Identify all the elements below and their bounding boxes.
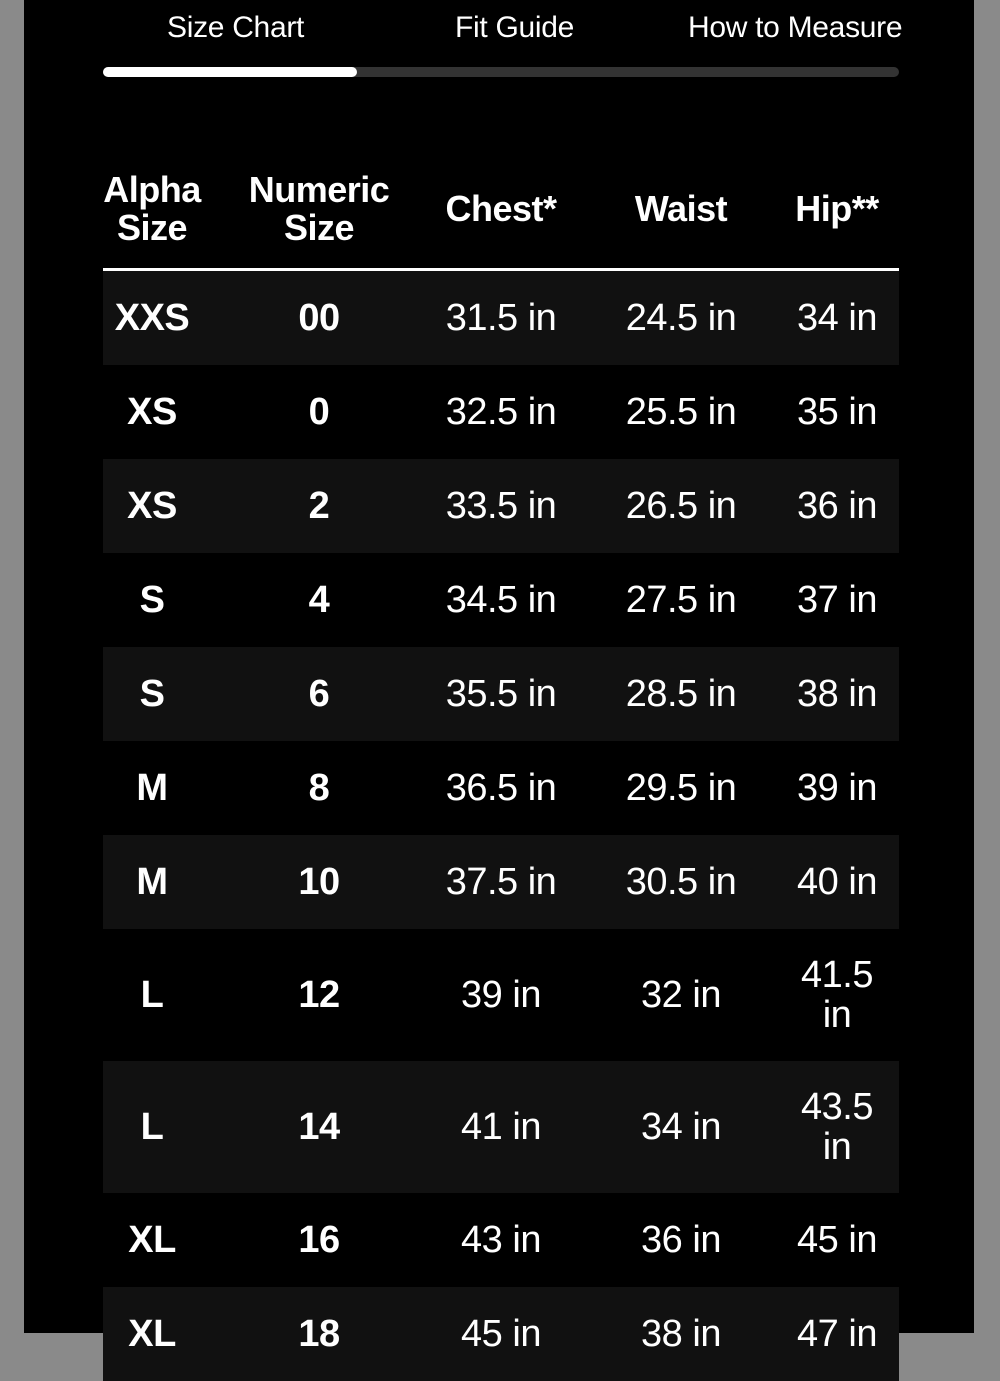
cell-alpha-size-text: S	[139, 579, 165, 621]
cell-waist	[597, 459, 765, 553]
cell-numeric-size-text: 2	[308, 485, 330, 527]
table-row	[103, 365, 899, 459]
table-row	[103, 271, 899, 365]
tab-bar	[103, 0, 903, 68]
cell-numeric-size	[235, 459, 403, 553]
cell-hip-text: 35 in	[797, 391, 877, 433]
cell-hip	[775, 271, 899, 365]
cell-alpha-size-text: M	[136, 861, 168, 903]
table-row	[103, 741, 899, 835]
cell-numeric-size	[235, 1287, 403, 1381]
cell-hip-text: 36 in	[797, 485, 877, 527]
cell-chest	[413, 553, 589, 647]
cell-waist	[597, 1193, 765, 1287]
size-chart-content	[103, 0, 903, 1355]
cell-alpha-size	[103, 271, 201, 365]
cell-waist-text: 38 in	[641, 1313, 721, 1355]
cell-numeric-size	[235, 271, 403, 365]
cell-chest	[413, 929, 589, 1061]
cell-hip	[775, 459, 899, 553]
header-alpha-size-line1: Alpha	[103, 169, 201, 210]
cell-chest-text: 32.5 in	[445, 391, 557, 433]
cell-hip	[775, 647, 899, 741]
cell-waist-text: 30.5 in	[625, 861, 737, 903]
cell-alpha-size-text: XS	[127, 391, 177, 433]
header-chest: Chest*	[445, 188, 557, 229]
size-table	[103, 150, 899, 1381]
cell-hip-text: 43.5 in	[801, 1086, 873, 1168]
cell-alpha-size	[103, 647, 201, 741]
table-header	[103, 150, 899, 271]
cell-alpha-size	[103, 365, 201, 459]
cell-chest-text: 39 in	[461, 974, 541, 1016]
cell-alpha-size	[103, 929, 201, 1061]
cell-numeric-size	[235, 365, 403, 459]
cell-waist-text: 27.5 in	[625, 579, 737, 621]
cell-alpha-size	[103, 835, 201, 929]
table-row	[103, 929, 899, 1061]
cell-numeric-size-text: 12	[298, 974, 340, 1016]
cell-chest	[413, 1061, 589, 1193]
tab-size-chart[interactable]: Size Chart	[167, 11, 305, 44]
header-numeric-size-line2: Size	[283, 207, 355, 248]
cell-waist-text: 34 in	[641, 1106, 721, 1148]
cell-hip-text: 40 in	[797, 861, 877, 903]
cell-numeric-size-text: 16	[298, 1219, 340, 1261]
header-alpha-size-line2: Size	[116, 207, 188, 248]
cell-alpha-size-text: L	[140, 974, 164, 1016]
cell-waist-text: 25.5 in	[625, 391, 737, 433]
table-row	[103, 835, 899, 929]
cell-numeric-size-text: 6	[308, 673, 330, 715]
cell-numeric-size-text: 18	[298, 1313, 340, 1355]
table-row	[103, 1061, 899, 1193]
cell-chest	[413, 647, 589, 741]
cell-waist	[597, 365, 765, 459]
cell-numeric-size-text: 14	[298, 1106, 340, 1148]
header-hip: Hip**	[795, 188, 879, 229]
cell-alpha-size-text: XL	[128, 1219, 176, 1261]
cell-waist	[597, 929, 765, 1061]
cell-alpha-size	[103, 1193, 201, 1287]
cell-chest	[413, 459, 589, 553]
cell-numeric-size	[235, 1193, 403, 1287]
cell-waist	[597, 1287, 765, 1381]
cell-numeric-size-text: 0	[308, 391, 330, 433]
cell-chest	[413, 741, 589, 835]
cell-chest	[413, 835, 589, 929]
cell-alpha-size-text: S	[139, 673, 165, 715]
cell-hip	[775, 929, 899, 1061]
cell-waist-text: 28.5 in	[625, 673, 737, 715]
cell-numeric-size	[235, 1061, 403, 1193]
cell-hip	[775, 1193, 899, 1287]
table-row	[103, 647, 899, 741]
cell-hip-text: 47 in	[797, 1313, 877, 1355]
cell-alpha-size-text: XXS	[114, 297, 190, 339]
header-waist: Waist	[634, 188, 728, 229]
cell-waist-text: 36 in	[641, 1219, 721, 1261]
table-row	[103, 1193, 899, 1287]
cell-numeric-size-text: 4	[308, 579, 330, 621]
cell-alpha-size-text: XL	[128, 1313, 176, 1355]
cell-hip-text: 39 in	[797, 767, 877, 809]
cell-hip	[775, 1061, 899, 1193]
table-row	[103, 459, 899, 553]
tab-fit-guide[interactable]: Fit Guide	[455, 11, 575, 44]
tab-how-to-measure[interactable]: How to Measure	[688, 11, 903, 44]
cell-waist	[597, 553, 765, 647]
cell-hip	[775, 553, 899, 647]
cell-waist	[597, 647, 765, 741]
cell-chest-text: 41 in	[461, 1106, 541, 1148]
cell-chest-text: 45 in	[461, 1313, 541, 1355]
table-body	[103, 271, 899, 1381]
cell-numeric-size-text: 10	[298, 861, 340, 903]
header-numeric-size	[235, 150, 403, 268]
size-chart-panel	[24, 0, 974, 1355]
cell-alpha-size	[103, 1287, 201, 1381]
cell-hip	[775, 365, 899, 459]
cell-waist-text: 29.5 in	[625, 767, 737, 809]
cell-chest	[413, 365, 589, 459]
cell-alpha-size	[103, 1061, 201, 1193]
cell-waist	[597, 741, 765, 835]
table-row	[103, 1287, 899, 1381]
header-numeric-size-line1: Numeric	[248, 169, 390, 210]
cell-chest	[413, 1193, 589, 1287]
cell-numeric-size	[235, 929, 403, 1061]
cell-chest-text: 33.5 in	[445, 485, 557, 527]
cell-waist-text: 24.5 in	[625, 297, 737, 339]
cell-hip-text: 45 in	[797, 1219, 877, 1261]
cell-waist-text: 32 in	[641, 974, 721, 1016]
cell-chest-text: 36.5 in	[445, 767, 557, 809]
cell-numeric-size	[235, 553, 403, 647]
cell-alpha-size	[103, 553, 201, 647]
cell-alpha-size-text: M	[136, 767, 168, 809]
cell-chest-text: 37.5 in	[445, 861, 557, 903]
cell-numeric-size	[235, 741, 403, 835]
cell-alpha-size	[103, 459, 201, 553]
cell-numeric-size-text: 00	[298, 297, 340, 339]
cell-waist	[597, 271, 765, 365]
active-tab-indicator	[103, 67, 357, 77]
cell-chest-text: 43 in	[461, 1219, 541, 1261]
cell-chest-text: 31.5 in	[445, 297, 557, 339]
cell-chest-text: 34.5 in	[445, 579, 557, 621]
cell-numeric-size	[235, 647, 403, 741]
cell-hip	[775, 1287, 899, 1381]
cell-hip	[775, 741, 899, 835]
cell-alpha-size	[103, 741, 201, 835]
cell-waist	[597, 1061, 765, 1193]
cell-chest	[413, 1287, 589, 1381]
cell-numeric-size-text: 8	[308, 767, 330, 809]
cell-alpha-size-text: L	[140, 1106, 164, 1148]
cell-hip-text: 37 in	[797, 579, 877, 621]
cell-waist-text: 26.5 in	[625, 485, 737, 527]
header-alpha-size	[103, 150, 201, 268]
cell-chest	[413, 271, 589, 365]
cell-hip-text: 38 in	[797, 673, 877, 715]
cell-hip-text: 34 in	[797, 297, 877, 339]
table-row	[103, 553, 899, 647]
cell-chest-text: 35.5 in	[445, 673, 557, 715]
cell-hip-text: 41.5 in	[801, 954, 873, 1036]
cell-hip	[775, 835, 899, 929]
cell-alpha-size-text: XS	[127, 485, 177, 527]
cell-waist	[597, 835, 765, 929]
cell-numeric-size	[235, 835, 403, 929]
